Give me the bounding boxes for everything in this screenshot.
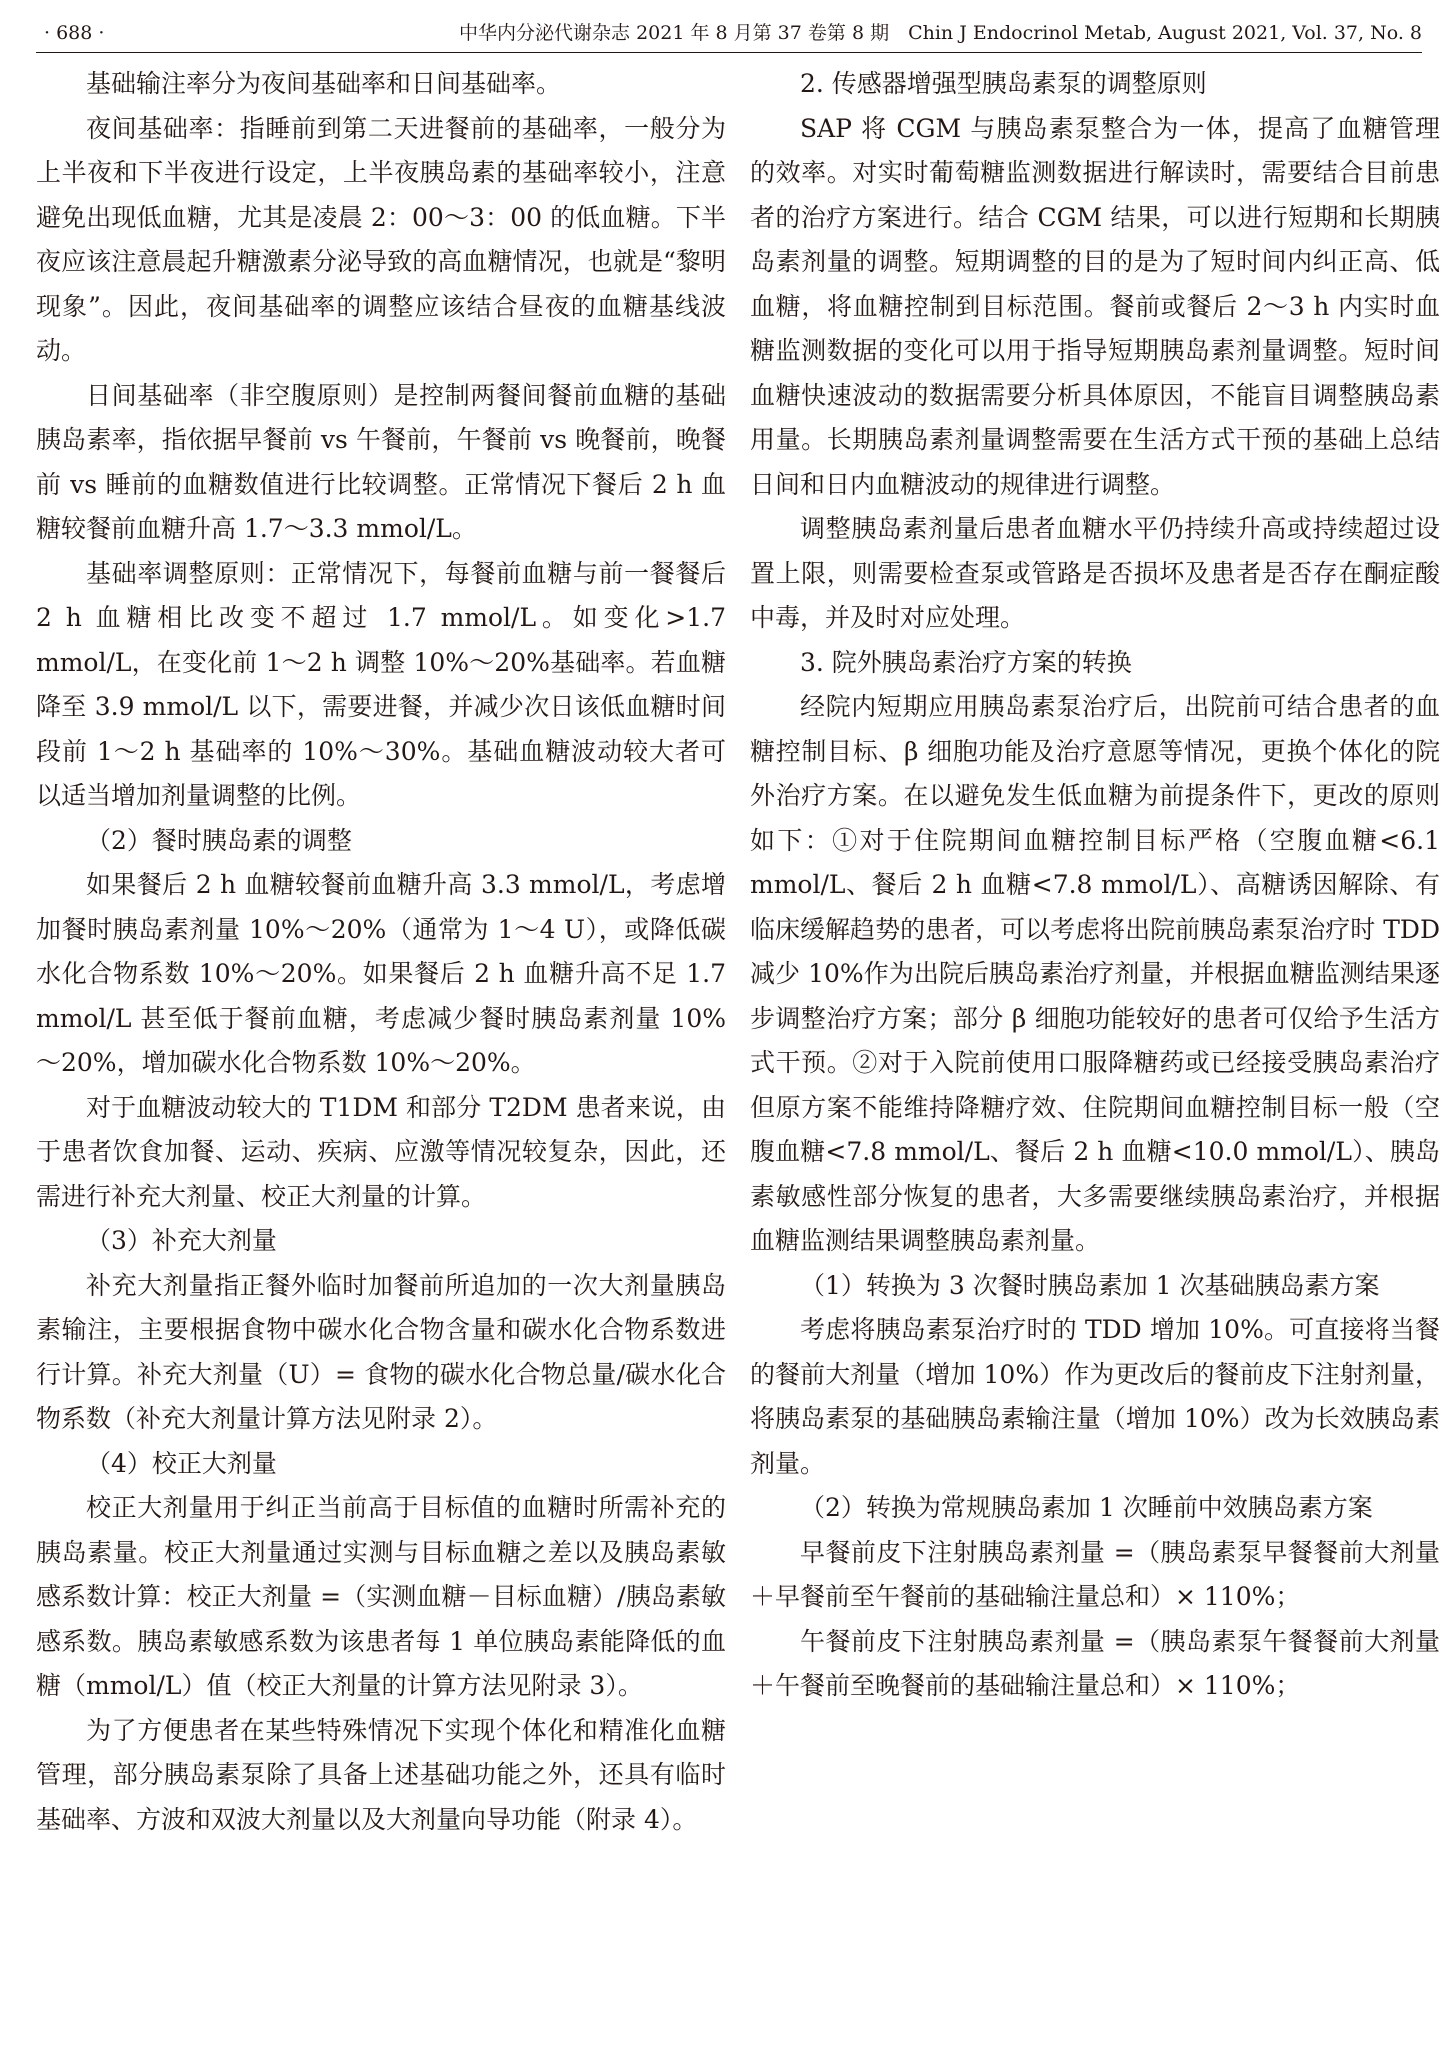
section-heading: （2）餐时胰岛素的调整 xyxy=(86,825,352,855)
paragraph: 夜间基础率：指睡前到第二天进餐前的基础率，一般分为上半夜和下半夜进行设定，上半夜胰岛素的基础率较小，注意避免出现低血糖，尤其是凌晨 2：00～3：00 的低血糖。下半夜应该注意晨起升糖激素分泌导致的高血糖情况，也就是“黎明现象”。因此，夜间基础率的调整应该结合昼夜的血糖基线波动。 xyxy=(36,113,726,365)
paragraph: 考虑将胰岛素泵治疗时的 TDD 增加 10%。可直接将当餐的餐前大剂量（增加 10%）作为更改后的餐前皮下注射剂量，将胰岛素泵的基础胰岛素输注量（增加 10%）改为长效胰岛素剂量。 xyxy=(750,1315,1440,1478)
section-heading: （1）转换为 3 次餐时胰岛素加 1 次基础胰岛素方案 xyxy=(800,1270,1380,1300)
paragraph: 校正大剂量用于纠正当前高于目标值的血糖时所需补充的胰岛素量。校正大剂量通过实测与目标血糖之差以及胰岛素敏感系数计算：校正大剂量 =（实测血糖－目标血糖）/胰岛素敏感系数。胰岛素敏感系数为该患者每 1 单位胰岛素能降低的血糖（mmol/L）值（校正大剂量的计算方法见附录 3）。 xyxy=(36,1493,726,1700)
paragraph: 为了方便患者在某些特殊情况下实现个体化和精准化血糖管理，部分胰岛素泵除了具备上述基础功能之外，还具有临时基础率、方波和双波大剂量以及大剂量向导功能（附录 4）。 xyxy=(36,1715,726,1834)
paragraph: 日间基础率（非空腹原则）是控制两餐间餐前血糖的基础胰岛素率，指依据早餐前 vs 午餐前，午餐前 vs 晚餐前，晚餐前 vs 睡前的血糖数值进行比较调整。正常情况下餐后 2 h 血糖较餐前血糖升高 1.7～3.3 mmol/L。 xyxy=(36,380,726,543)
section-heading: 3. 院外胰岛素治疗方案的转换 xyxy=(800,647,1132,677)
paragraph: 午餐前皮下注射胰岛素剂量 =（胰岛素泵午餐餐前大剂量＋午餐前至晚餐前的基础输注量总和）× 110%； xyxy=(750,1626,1440,1700)
paragraph: SAP 将 CGM 与胰岛素泵整合为一体，提高了血糖管理的效率。对实时葡萄糖监测数据进行解读时，需要结合目前患者的治疗方案进行。结合 CGM 结果，可以进行短期和长期胰岛素剂量的调整。短期调整的目的是为了短时间内纠正高、低血糖，将血糖控制到目标范围。餐前或餐后 2～3 h 内实时血糖监测数据的变化可以用于指导短期胰岛素剂量调整。短时间血糖快速波动的数据需要分析具体原因，不能盲目调整胰岛素用量。长期胰岛素剂量调整需要在生活方式干预的基础上总结日间和日内血糖波动的规律进行调整。 xyxy=(750,113,1440,499)
paragraph: 补充大剂量指正餐外临时加餐前所追加的一次大剂量胰岛素输注，主要根据食物中碳水化合物含量和碳水化合物系数进行计算。补充大剂量（U）= 食物的碳水化合物总量/碳水化合物系数（补充大剂量计算方法见附录 2）。 xyxy=(36,1270,726,1433)
journal-citation: 中华内分泌代谢杂志 2021 年 8 月第 37 卷第 8 期 Chin J Endocrinol Metab, August 2021, Vol. 37, No. 8 xyxy=(459,22,1422,44)
header-rule xyxy=(36,52,1422,53)
section-heading: （4）校正大剂量 xyxy=(86,1448,277,1478)
page-number: · 688 · xyxy=(44,22,105,44)
page-header xyxy=(36,18,1422,48)
paragraph: 基础率调整原则：正常情况下，每餐前血糖与前一餐餐后 2 h 血糖相比改变不超过 1.7 mmol/L。如变化>1.7 mmol/L，在变化前 1～2 h 调整 10%～20%基础率。若血糖降至 3.9 mmol/L 以下，需要进餐，并减少次日该低血糖时间段前 1～2 h 基础率的 10%～30%。基础血糖波动较大者可以适当增加剂量调整的比例。 xyxy=(36,558,726,810)
paragraph: 基础输注率分为夜间基础率和日间基础率。 xyxy=(86,69,562,98)
paragraph: 如果餐后 2 h 血糖较餐前血糖升高 3.3 mmol/L，考虑增加餐时胰岛素剂量 10%～20%（通常为 1～4 U），或降低碳水化合物系数 10%～20%。如果餐后 2 h 血糖升高不足 1.7 mmol/L 甚至低于餐前血糖，考虑减少餐时胰岛素剂量 10%～20%，增加碳水化合物系数 10%～20%。 xyxy=(36,870,726,1077)
paragraph: 对于血糖波动较大的 T1DM 和部分 T2DM 患者来说，由于患者饮食加餐、运动、疾病、应激等情况较复杂，因此，还需进行补充大剂量、校正大剂量的计算。 xyxy=(36,1092,726,1211)
section-heading: （2）转换为常规胰岛素加 1 次睡前中效胰岛素方案 xyxy=(800,1493,1373,1522)
left-column xyxy=(36,62,726,1842)
paragraph: 调整胰岛素剂量后患者血糖水平仍持续升高或持续超过设置上限，则需要检查泵或管路是否损坏及患者是否存在酮症酸中毒，并及时对应处理。 xyxy=(750,514,1440,632)
paragraph: 早餐前皮下注射胰岛素剂量 =（胰岛素泵早餐餐前大剂量＋早餐前至午餐前的基础输注量总和）× 110%； xyxy=(750,1537,1440,1611)
right-column xyxy=(750,62,1440,1709)
section-heading: 2. 传感器增强型胰岛素泵的调整原则 xyxy=(800,69,1207,98)
paragraph: 经院内短期应用胰岛素泵治疗后，出院前可结合患者的血糖控制目标、β 细胞功能及治疗意愿等情况，更换个体化的院外治疗方案。在以避免发生低血糖为前提条件下，更改的原则如下：①对于住院期间血糖控制目标严格（空腹血糖<6.1 mmol/L、餐后 2 h 血糖<7.8 mmol/L）、高糖诱因解除、有临床缓解趋势的患者，可以考虑将出院前胰岛素泵治疗时 TDD 减少 10%作为出院后胰岛素治疗剂量，并根据血糖监测结果逐步调整治疗方案；部分 β 细胞功能较好的患者可仅给予生活方式干预。②对于入院前使用口服降糖药或已经接受胰岛素治疗但原方案不能维持降糖疗效、住院期间血糖控制目标一般（空腹血糖<7.8 mmol/L、餐后 2 h 血糖<10.0 mmol/L）、胰岛素敏感性部分恢复的患者，大多需要继续胰岛素治疗，并根据血糖监测结果调整胰岛素剂量。 xyxy=(750,692,1440,1255)
section-heading: （3）补充大剂量 xyxy=(86,1226,277,1255)
